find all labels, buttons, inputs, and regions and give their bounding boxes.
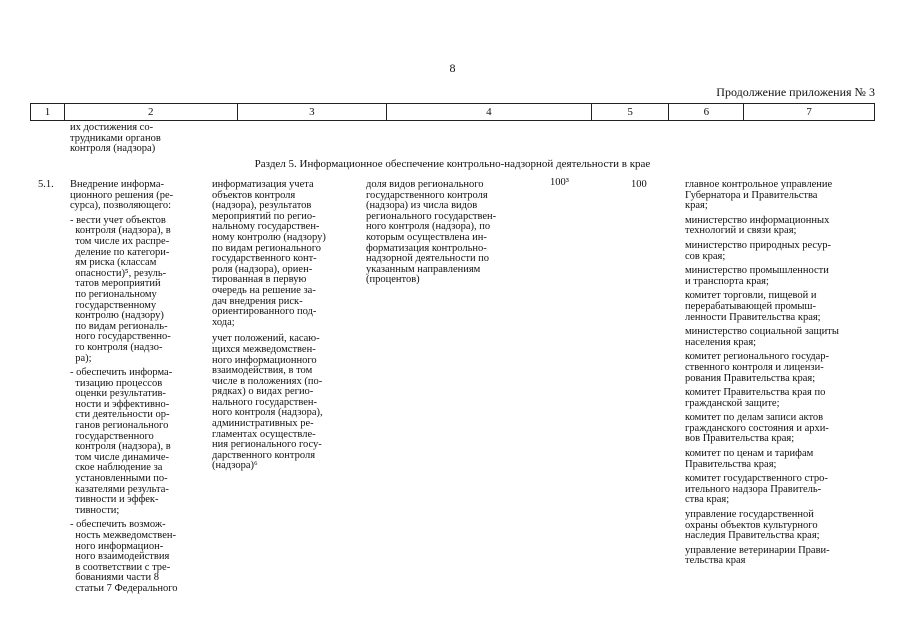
col7-entry-9: комитет по делам записи актов гражданского состояния и архи- вов Правительства края;: [685, 412, 829, 445]
col7-entry-5: комитет торговли, пищевой и перерабатывающей промыш- ленности Правительства края;: [685, 290, 821, 323]
col3-para-2: учет положений, касаю- щихся межведомствен- ного информационного взаимодействия, в том числе в положениях (по- рядках) о видах регио- нального государствен- ного контроля (надзора), административных ре- гламентах осуществле- ния регионального госу- дарственного контроля (надзора)⁶: [212, 333, 323, 472]
header-col-7: 7: [806, 106, 812, 118]
col7-entry-8: комитет Правительства края по гражданской защите;: [685, 387, 826, 409]
col7-entry-1: главное контрольное управление Губернатора и Правительства края;: [685, 179, 833, 212]
header-col-2: 2: [65, 104, 238, 120]
col7-entry-3: министерство природных ресур- сов края;: [685, 239, 831, 262]
row-col6: 100: [631, 179, 647, 190]
continuation-label: Продолжение приложения № 3: [716, 85, 875, 99]
col7-entry-11: комитет государственного стро- ительного надзора Правитель- ства края;: [685, 473, 828, 506]
row-col4: доля видов регионального государственного контроля (надзора) из числа видов регионального государствен- ного контроля (надзора), по которым осуществлена ин- форматизация контрольно- надзорной деятельности по указанным направлениям (процентов): [366, 179, 497, 286]
section-title: Раздел 5. Информационное обеспечение контрольно-надзорной деятельности в крае: [254, 158, 651, 170]
row-number: 5.1.: [38, 179, 54, 190]
header-col-3: 3: [238, 104, 388, 120]
col7-entry-13: управление ветеринарии Прави- тельства края: [685, 544, 830, 567]
col7-entry-6: министерство социальной защиты населения края;: [685, 326, 839, 348]
col7-entry-4: министерство промышленности и транспорта края;: [685, 265, 829, 287]
page-number: 8: [449, 61, 456, 75]
col7-entry-2: министерство информационных технологий и связи края;: [685, 214, 830, 237]
header-col-4: 4: [387, 104, 592, 120]
table-header-row: [30, 103, 875, 121]
col7-entry-7: комитет регионального государ- ственного контроля и лицензи- рования Правительства края;: [685, 351, 830, 384]
col2-intro: Внедрение информа- ционного решения (ре- сурса), позволяющего:: [70, 179, 174, 212]
col7-entry-12: управление государственной охраны объектов культурного наследия Правительства края;: [685, 509, 820, 542]
row-col2: [70, 180, 178, 595]
col2-item-3: - обеспечить возмож- ность межведомствен- ного информацион- ного взаимодействия в соответствии с тре- бованиями части 8 статьи 7 Федерального: [70, 519, 178, 594]
header-col-6: 6: [669, 104, 744, 120]
col7-entry-10: комитет по ценам и тарифам Правительства края;: [685, 448, 814, 470]
prev-row-text: их достижения со- трудниками органов контроля (надзора): [70, 122, 161, 155]
header-col-1: 1: [31, 104, 65, 120]
row-col5: 100³: [550, 177, 569, 188]
col3-para-1: информатизация учета объектов контроля (надзора), результатов мероприятий по регио- нальному государствен- ному контролю (надзору) по видам регионального государственного конт- роля (надзора), ориен- тированная в первую очередь на решение за- дач внедрения риск- ориентированного под- хода;: [212, 179, 326, 328]
header-col-5: 5: [592, 104, 670, 120]
col2-item-1: - вести учет объектов контроля (надзора), в том числе их распре- деление по категори- ям риска (классам опасности)⁵, резуль- татов мероприятий по региональному государственному контролю (надзору) по видам региональ- ного государственно- го контроля (надзо- ра);: [70, 214, 171, 364]
row-col3: [212, 180, 326, 472]
col2-item-2: - обеспечить информа- тизацию процессов оценки результатив- ности и эффективно- сти деятельности ор- ганов регионального государственного контроля (надзора), в том числе динамиче- ское наблюдение за установленными по- казателями результа- тивности и эффек- тивности;: [70, 367, 173, 516]
row-col7: [685, 180, 839, 567]
